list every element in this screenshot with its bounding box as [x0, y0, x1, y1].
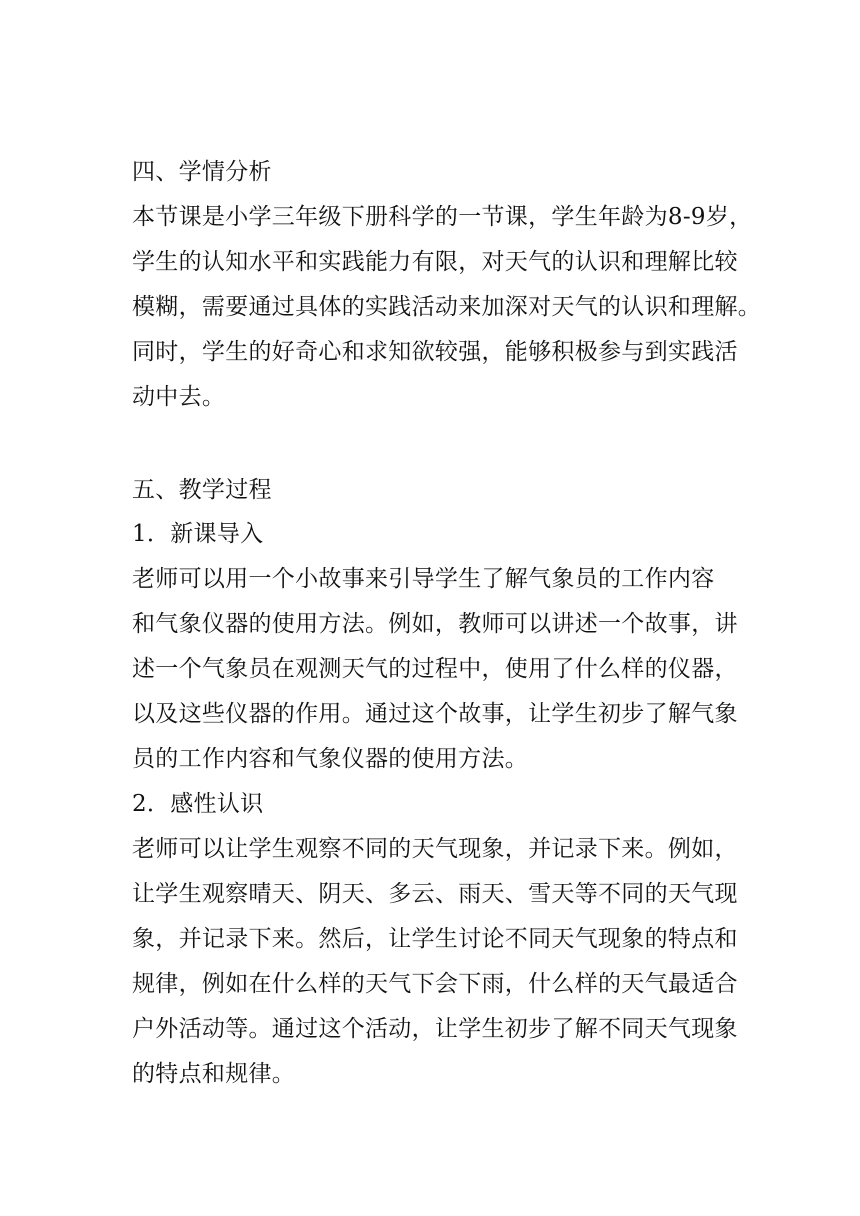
paragraph-line: 的特点和规律。	[132, 1061, 296, 1087]
paragraph-line: 同时，学生的好奇心和求知欲较强，能够积极参与到实践活	[132, 339, 738, 365]
subsection-heading-new-lesson-intro: 1．新课导入	[132, 521, 264, 547]
paragraph-line: 户外活动等。通过这个活动，让学生初步了解不同天气现象	[132, 1016, 738, 1042]
paragraph-line: 规律，例如在什么样的天气下会下雨，什么样的天气最适合	[132, 971, 738, 997]
section-heading-learner-analysis: 四、学情分析	[132, 159, 272, 185]
paragraph-line: 和气象仪器的使用方法。例如，教师可以讲述一个故事，讲	[132, 611, 738, 637]
paragraph-line: 让学生观察晴天、阴天、多云、雨天、雪天等不同的天气现	[132, 881, 738, 907]
paragraph-line: 员的工作内容和气象仪器的使用方法。	[132, 746, 529, 772]
paragraph-line: 学生的认知水平和实践能力有限，对天气的认识和理解比较	[132, 249, 738, 275]
section-heading-teaching-process: 五、教学过程	[132, 477, 272, 503]
paragraph-line: 象，并记录下来。然后，让学生讨论不同天气现象的特点和	[132, 926, 738, 952]
paragraph-line: 述一个气象员在观测天气的过程中，使用了什么样的仪器，	[132, 656, 738, 682]
paragraph-line: 老师可以让学生观察不同的天气现象，并记录下来。例如，	[132, 836, 738, 862]
paragraph-line: 以及这些仪器的作用。通过这个故事，让学生初步了解气象	[132, 701, 738, 727]
paragraph-line: 本节课是小学三年级下册科学的一节课，学生年龄为8-9岁，	[132, 204, 753, 230]
paragraph-line: 老师可以用一个小故事来引导学生了解气象员的工作内容	[132, 566, 715, 592]
subsection-heading-perceptual-understanding: 2．感性认识	[132, 791, 264, 817]
paragraph-line: 模糊，需要通过具体的实践活动来加深对天气的认识和理解。	[132, 294, 762, 320]
paragraph-line: 动中去。	[132, 384, 226, 410]
